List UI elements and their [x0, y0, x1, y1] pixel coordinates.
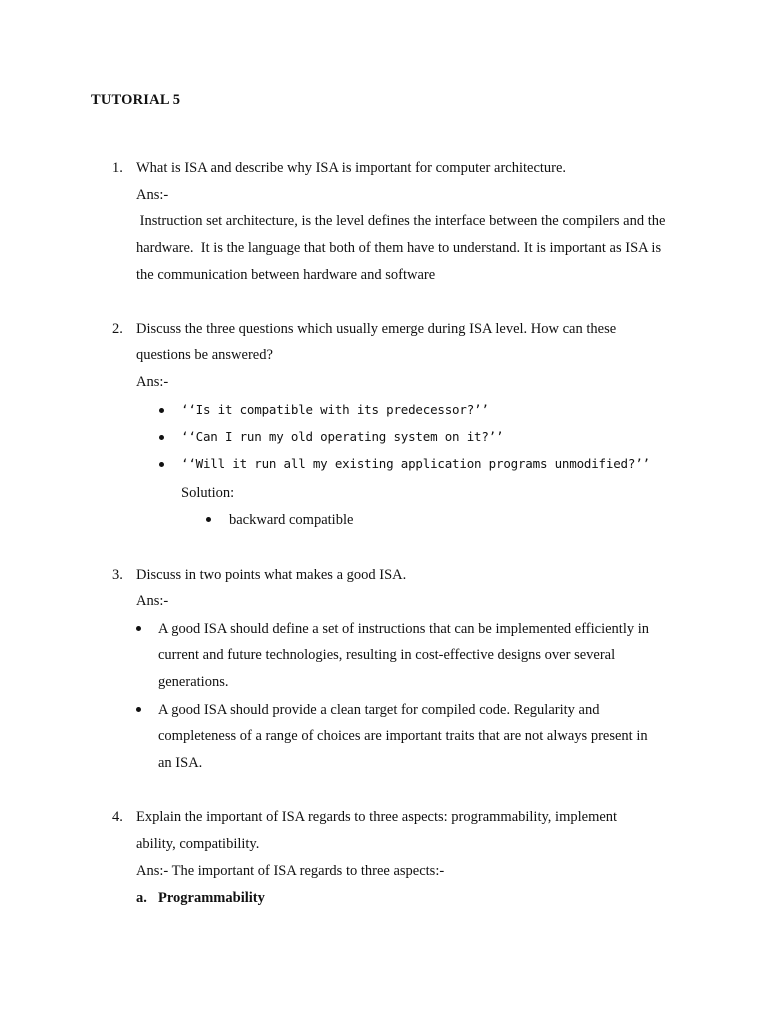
solution-label: Solution:: [181, 485, 235, 501]
bullet-icon: [206, 517, 211, 522]
sub-label: a.: [136, 890, 147, 906]
bullet-text: current and future technologies, resulting in cost-effective designs over several: [158, 647, 616, 663]
bullet-item: ‘‘Can I run my old operating system on it?’’: [181, 429, 504, 444]
question-number: 4.: [112, 809, 123, 825]
bullet-icon: [159, 408, 164, 413]
question-number: 3.: [112, 567, 123, 583]
answer-label: Ans:-: [136, 374, 169, 390]
question-text: ability, compatibility.: [136, 836, 260, 852]
bullet-icon: [136, 707, 141, 712]
question-text: questions be answered?: [136, 347, 273, 363]
bullet-item: ‘‘Is it compatible with its predecessor?’’: [181, 402, 489, 417]
bullet-text: A good ISA should provide a clean target for compiled code. Regularity and: [158, 702, 600, 718]
answer-text: Ans:- The important of ISA regards to three aspects:-: [136, 863, 445, 879]
bullet-text: A good ISA should define a set of instructions that can be implemented efficiently in: [158, 621, 650, 637]
question-text: Explain the important of ISA regards to three aspects: programmability, implement: [136, 809, 618, 825]
answer-text: hardware. It is the language that both of them have to understand. It is important as ISA is: [136, 240, 662, 256]
question-number: 2.: [112, 321, 123, 337]
bullet-item: ‘‘Will it run all my existing application programs unmodified?’’: [181, 456, 650, 471]
solution-item: backward compatible: [229, 512, 354, 528]
bullet-icon: [136, 626, 141, 631]
answer-label: Ans:-: [136, 187, 169, 203]
bullet-icon: [159, 435, 164, 440]
question-number: 1.: [112, 160, 123, 176]
bullet-text: an ISA.: [158, 755, 203, 771]
answer-text: the communication between hardware and software: [136, 267, 436, 283]
bullet-icon: [159, 462, 164, 467]
question-text: Discuss the three questions which usually emerge during ISA level. How can these: [136, 321, 617, 337]
bullet-text: generations.: [158, 674, 229, 690]
document-title: TUTORIAL 5: [91, 92, 181, 108]
bullet-text: completeness of a range of choices are important traits that are not always present in: [158, 728, 648, 744]
answer-text: Instruction set architecture, is the level defines the interface between the compilers and the: [136, 213, 666, 229]
answer-label: Ans:-: [136, 593, 169, 609]
sub-heading: Programmability: [158, 890, 265, 906]
question-text: Discuss in two points what makes a good ISA.: [136, 567, 407, 583]
question-text: What is ISA and describe why ISA is important for computer architecture.: [136, 160, 567, 176]
